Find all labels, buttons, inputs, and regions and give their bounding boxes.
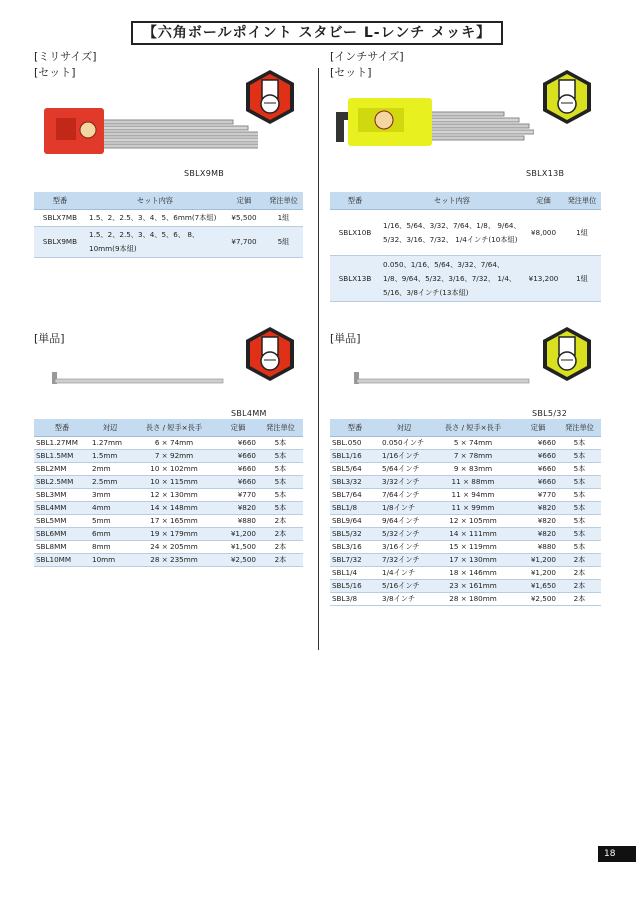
table-cell: 28 × 235mm: [130, 554, 218, 567]
table-row: [330, 580, 601, 593]
table-row: [330, 528, 601, 541]
table-cell: ¥660: [218, 450, 258, 463]
table-cell: SBL5/32: [330, 528, 380, 541]
table-cell: 3/16インチ: [380, 541, 428, 554]
right-set-label: [セット]: [330, 66, 372, 79]
table-cell: SBL2.5MM: [34, 476, 90, 489]
header-across-flats: 対辺: [380, 419, 428, 437]
table-cell: 23 × 161mm: [428, 580, 518, 593]
inch-single-table: [330, 419, 601, 606]
table-cell: ¥770: [518, 489, 558, 502]
header-price: 定価: [524, 192, 563, 210]
table-row: [330, 437, 601, 450]
table-cell: 2mm: [90, 463, 130, 476]
table-cell: SBL1.5MM: [34, 450, 90, 463]
table-cell: 5/16インチ: [380, 580, 428, 593]
table-row: [330, 593, 601, 606]
table-row: [34, 554, 303, 567]
page-title: 【六角ボールポイント スタビー L-レンチ メッキ】: [131, 21, 503, 45]
table-cell: 1.5mm: [90, 450, 130, 463]
table-cell: ¥660: [518, 476, 558, 489]
inch-set-table: [330, 192, 601, 302]
table-cell: 5本: [258, 489, 303, 502]
table-row: [34, 450, 303, 463]
header-model: 型番: [34, 192, 86, 210]
table-cell: ¥2,500: [518, 593, 558, 606]
table-cell: 2本: [258, 541, 303, 554]
left-single-label: [単品]: [34, 332, 65, 345]
table-cell: SBL1/8: [330, 502, 380, 515]
table-cell: 2本: [558, 567, 601, 580]
table-row: [330, 463, 601, 476]
table-cell: SBLX9MB: [34, 227, 86, 258]
table-cell: 0.050、1/16、5/64、3/32、7/64、 1/8、9/64、5/32、3/16、7/32、 1/4、5/16、3/8インチ(13本組): [380, 256, 524, 302]
table-cell: ¥1,200: [518, 554, 558, 567]
table-cell: ¥820: [518, 528, 558, 541]
table-cell: 2本: [558, 580, 601, 593]
table-cell: 5本: [558, 489, 601, 502]
table-cell: 1.5、2、2.5、3、4、5、6、 8、10mm(9本組): [86, 227, 224, 258]
table-row: [34, 476, 303, 489]
header-model: 型番: [34, 419, 90, 437]
table-cell: 1組: [563, 210, 601, 256]
table-cell: ¥660: [518, 463, 558, 476]
table-cell: ¥880: [518, 541, 558, 554]
table-row: [330, 554, 601, 567]
table-cell: ¥8,000: [524, 210, 563, 256]
table-row: [34, 502, 303, 515]
metric-set-table: [34, 192, 303, 258]
table-cell: 3mm: [90, 489, 130, 502]
table-cell: ¥1,200: [518, 567, 558, 580]
table-cell: 12 × 130mm: [130, 489, 218, 502]
metric-set-code: SBLX9MB: [184, 169, 225, 178]
table-cell: 9/64インチ: [380, 515, 428, 528]
header-price: 定価: [518, 419, 558, 437]
table-cell: 14 × 111mm: [428, 528, 518, 541]
table-cell: 5本: [258, 450, 303, 463]
table-cell: 5本: [258, 437, 303, 450]
table-cell: 5本: [558, 437, 601, 450]
table-cell: 7 × 92mm: [130, 450, 218, 463]
table-cell: ¥1,650: [518, 580, 558, 593]
table-cell: 5本: [558, 515, 601, 528]
table-cell: 15 × 119mm: [428, 541, 518, 554]
table-cell: 17 × 130mm: [428, 554, 518, 567]
header-order-unit: 発注単位: [258, 419, 303, 437]
table-row: [34, 437, 303, 450]
table-cell: SBL8MM: [34, 541, 90, 554]
table-cell: 8mm: [90, 541, 130, 554]
table-cell: ¥820: [218, 502, 258, 515]
table-cell: SBL7/32: [330, 554, 380, 567]
table-cell: SBL9/64: [330, 515, 380, 528]
table-cell: ¥7,700: [224, 227, 264, 258]
table-cell: 1組: [563, 256, 601, 302]
table-cell: 10mm: [90, 554, 130, 567]
table-cell: 5 × 74mm: [428, 437, 518, 450]
table-cell: 11 × 99mm: [428, 502, 518, 515]
table-cell: SBL5/64: [330, 463, 380, 476]
table-cell: 1/16、5/64、3/32、7/64、1/8、 9/64、5/32、3/16、7/32、 1/4インチ(10本組): [380, 210, 524, 256]
table-cell: 3/8インチ: [380, 593, 428, 606]
inch-single-wrench-photo: [354, 370, 534, 388]
table-cell: 5本: [258, 502, 303, 515]
table-cell: SBL2MM: [34, 463, 90, 476]
header-contents: セット内容: [86, 192, 224, 210]
table-row: [330, 489, 601, 502]
table-cell: SBLX10B: [330, 210, 380, 256]
table-cell: 5本: [558, 528, 601, 541]
table-cell: ¥660: [518, 437, 558, 450]
table-cell: 1組: [264, 210, 303, 227]
table-cell: 7/64インチ: [380, 489, 428, 502]
table-cell: 5本: [558, 541, 601, 554]
table-cell: 5本: [258, 463, 303, 476]
table-cell: ¥660: [218, 476, 258, 489]
table-cell: 17 × 165mm: [130, 515, 218, 528]
metric-single-wrench-photo: [52, 370, 227, 388]
inch-single-code: SBL5/32: [532, 409, 568, 418]
metric-ball-hex-badge: [244, 68, 296, 126]
table-cell: 2本: [258, 528, 303, 541]
table-cell: 0.050インチ: [380, 437, 428, 450]
table-cell: SBLX7MB: [34, 210, 86, 227]
table-cell: 1/16インチ: [380, 450, 428, 463]
table-cell: 18 × 146mm: [428, 567, 518, 580]
metric-ball-hex-badge-single: [244, 325, 296, 383]
table-cell: 5mm: [90, 515, 130, 528]
table-cell: 5本: [558, 476, 601, 489]
table-cell: ¥660: [218, 463, 258, 476]
table-cell: 1.5、2、2.5、3、4、5、6mm(7本組): [86, 210, 224, 227]
table-cell: SBL.050: [330, 437, 380, 450]
header-order-unit: 発注単位: [563, 192, 601, 210]
page-number: 18: [598, 846, 636, 862]
table-cell: SBLX13B: [330, 256, 380, 302]
inch-set-code: SBLX13B: [526, 169, 565, 178]
table-cell: ¥2,500: [218, 554, 258, 567]
table-row: [34, 463, 303, 476]
table-cell: 1/8インチ: [380, 502, 428, 515]
table-row: [34, 541, 303, 554]
table-row: [330, 476, 601, 489]
table-cell: SBL3/32: [330, 476, 380, 489]
header-model: 型番: [330, 192, 380, 210]
table-row: [34, 515, 303, 528]
table-cell: SBL1/16: [330, 450, 380, 463]
header-order-unit: 発注単位: [264, 192, 303, 210]
table-cell: 6 × 74mm: [130, 437, 218, 450]
table-cell: ¥5,500: [224, 210, 264, 227]
table-cell: 5/64インチ: [380, 463, 428, 476]
table-cell: 2.5mm: [90, 476, 130, 489]
table-row: [34, 489, 303, 502]
table-cell: 11 × 88mm: [428, 476, 518, 489]
column-divider: [318, 68, 319, 650]
left-section-label: [ミリサイズ]: [34, 50, 97, 63]
table-cell: 5組: [264, 227, 303, 258]
table-cell: 6mm: [90, 528, 130, 541]
table-cell: 1/4インチ: [380, 567, 428, 580]
table-cell: 10 × 115mm: [130, 476, 218, 489]
table-cell: 11 × 94mm: [428, 489, 518, 502]
inch-ball-hex-badge: [541, 68, 593, 126]
table-cell: 5本: [558, 463, 601, 476]
metric-set-photo: [38, 98, 258, 160]
table-cell: SBL6MM: [34, 528, 90, 541]
inch-ball-hex-badge-single: [541, 325, 593, 383]
table-cell: 3/32インチ: [380, 476, 428, 489]
table-cell: ¥880: [218, 515, 258, 528]
table-cell: ¥820: [518, 515, 558, 528]
table-cell: 5本: [558, 502, 601, 515]
table-cell: 10 × 102mm: [130, 463, 218, 476]
table-cell: 5/32インチ: [380, 528, 428, 541]
table-cell: SBL7/64: [330, 489, 380, 502]
table-cell: 28 × 180mm: [428, 593, 518, 606]
table-cell: SBL3MM: [34, 489, 90, 502]
header-length: 長さ / 短手×長手: [130, 419, 218, 437]
table-cell: 19 × 179mm: [130, 528, 218, 541]
header-contents: セット内容: [380, 192, 524, 210]
header-price: 定価: [224, 192, 264, 210]
table-row: [330, 541, 601, 554]
header-price: 定価: [218, 419, 258, 437]
table-cell: SBL1/4: [330, 567, 380, 580]
table-cell: 2本: [558, 554, 601, 567]
table-cell: 7 × 78mm: [428, 450, 518, 463]
header-across-flats: 対辺: [90, 419, 130, 437]
table-row: [330, 502, 601, 515]
table-row: [34, 528, 303, 541]
table-cell: 1.27mm: [90, 437, 130, 450]
left-set-label: [セット]: [34, 66, 76, 79]
table-cell: 5本: [258, 476, 303, 489]
metric-single-code: SBL4MM: [231, 409, 267, 418]
header-order-unit: 発注単位: [558, 419, 601, 437]
table-cell: SBL3/16: [330, 541, 380, 554]
table-row: [330, 450, 601, 463]
right-single-label: [単品]: [330, 332, 361, 345]
table-cell: ¥13,200: [524, 256, 563, 302]
table-cell: ¥770: [218, 489, 258, 502]
table-row: [330, 515, 601, 528]
table-cell: 24 × 205mm: [130, 541, 218, 554]
table-cell: 2本: [258, 515, 303, 528]
header-length: 長さ / 短手×長手: [428, 419, 518, 437]
table-cell: 12 × 105mm: [428, 515, 518, 528]
metric-single-table: [34, 419, 303, 567]
table-cell: 5本: [558, 450, 601, 463]
table-cell: ¥660: [218, 437, 258, 450]
table-cell: SBL5MM: [34, 515, 90, 528]
table-row: [330, 567, 601, 580]
table-cell: SBL1.27MM: [34, 437, 90, 450]
right-section-label: [インチサイズ]: [330, 50, 404, 63]
table-cell: ¥820: [518, 502, 558, 515]
table-cell: 14 × 148mm: [130, 502, 218, 515]
table-cell: ¥1,500: [218, 541, 258, 554]
table-cell: ¥660: [518, 450, 558, 463]
table-cell: SBL5/16: [330, 580, 380, 593]
table-cell: 7/32インチ: [380, 554, 428, 567]
header-model: 型番: [330, 419, 380, 437]
table-cell: SBL10MM: [34, 554, 90, 567]
table-cell: 2本: [558, 593, 601, 606]
table-cell: SBL4MM: [34, 502, 90, 515]
table-cell: 4mm: [90, 502, 130, 515]
table-cell: ¥1,200: [218, 528, 258, 541]
table-cell: SBL3/8: [330, 593, 380, 606]
table-cell: 9 × 83mm: [428, 463, 518, 476]
table-cell: 2本: [258, 554, 303, 567]
inch-set-photo: [334, 92, 534, 156]
